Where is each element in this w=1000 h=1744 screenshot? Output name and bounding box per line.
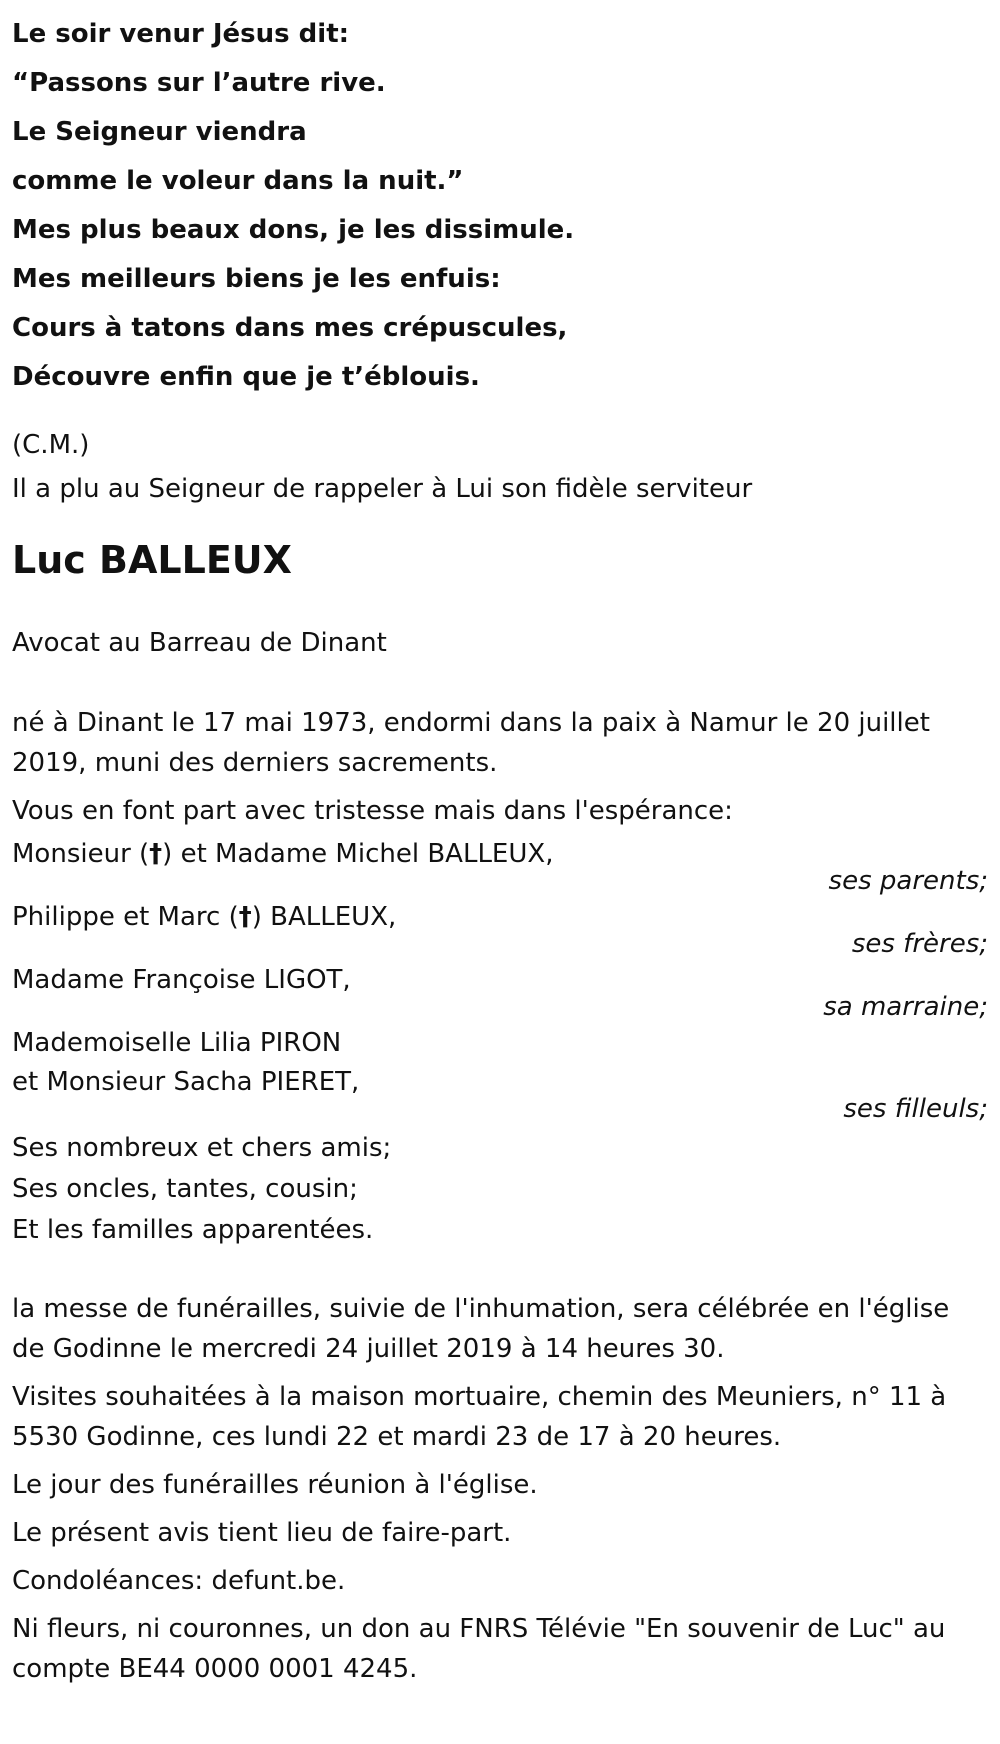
family-names: Madame Françoise LIGOT, bbox=[12, 965, 351, 995]
birth-death-text: né à Dinant le 17 mai 1973, endormi dans la paix à Namur le 20 juillet 2019, muni des derniers sacrements. bbox=[12, 708, 930, 778]
other-relatives bbox=[12, 1128, 988, 1251]
announcement-text: Il a plu au Seigneur de rappeler à Lui son fidèle serviteur bbox=[12, 474, 753, 504]
visits-text: Visites souhaitées à la maison mortuaire, chemin des Meuniers, n° 11 à 5530 Godinne, ces lundi 22 et mardi 23 de 17 à 20 heures. bbox=[12, 1382, 947, 1452]
condolences-text: Condoléances: defunt.be. bbox=[12, 1566, 346, 1596]
relatives-line: Et les familles apparentées. bbox=[12, 1215, 374, 1245]
relation-label: ses filleuls; bbox=[843, 1094, 988, 1124]
poem-line: Le Seigneur viendra bbox=[12, 117, 307, 147]
name-text: Monsieur ( bbox=[12, 839, 150, 869]
relatives-line: Ses oncles, tantes, cousin; bbox=[12, 1174, 358, 1204]
poem-line: Cours à tatons dans mes crépuscules, bbox=[12, 313, 568, 343]
family-entry-godmother bbox=[12, 961, 988, 1020]
poem bbox=[12, 0, 988, 402]
name-text: ) BALLEUX, bbox=[251, 902, 397, 932]
family-names: et Monsieur Sacha PIERET, bbox=[12, 1067, 360, 1097]
donation-text: Ni fleurs, ni couronnes, un don au FNRS Télévie "En souvenir de Luc" au compte BE44 0000 0001 4245. bbox=[12, 1614, 946, 1684]
relation-label: ses frères; bbox=[851, 929, 988, 959]
name-text: ) et Madame Michel BALLEUX, bbox=[162, 839, 554, 869]
poem-line: Découvre enfin que je t’éblouis. bbox=[12, 362, 480, 392]
poem-line: comme le voleur dans la nuit.” bbox=[12, 166, 464, 196]
family-entry-parents bbox=[12, 835, 988, 894]
meeting-text: Le jour des funérailles réunion à l'église. bbox=[12, 1470, 538, 1500]
funeral-mass-text: la messe de funérailles, suivie de l'inhumation, sera célébrée en l'église de Godinne le mercredi 24 juillet 2019 à 14 heures 30. bbox=[12, 1294, 950, 1364]
poem-signature: (C.M.) bbox=[12, 430, 90, 460]
relatives-line: Ses nombreux et chers amis; bbox=[12, 1133, 392, 1163]
relation-label: ses parents; bbox=[828, 866, 988, 896]
cross-icon: † bbox=[238, 902, 252, 932]
deceased-profession: Avocat au Barreau de Dinant bbox=[12, 628, 387, 658]
poem-line: Mes plus beaux dons, je les dissimule. bbox=[12, 215, 575, 245]
cross-icon: † bbox=[149, 839, 163, 869]
poem-line: “Passons sur l’autre rive. bbox=[12, 68, 386, 98]
name-text: Philippe et Marc ( bbox=[12, 902, 239, 932]
family-entry-brothers bbox=[12, 898, 988, 957]
family-entry-godchildren bbox=[12, 1024, 988, 1122]
poem-line: Le soir venur Jésus dit: bbox=[12, 19, 350, 49]
relation-label: sa marraine; bbox=[823, 992, 988, 1022]
family-list bbox=[12, 835, 988, 1251]
notice-text: Le présent avis tient lieu de faire-part. bbox=[12, 1518, 512, 1548]
family-intro: Vous en font part avec tristesse mais dans l'espérance: bbox=[12, 796, 733, 826]
poem-line: Mes meilleurs biens je les enfuis: bbox=[12, 264, 501, 294]
family-names: Mademoiselle Lilia PIRON bbox=[12, 1028, 342, 1058]
deceased-name: Luc BALLEUX bbox=[12, 538, 292, 582]
